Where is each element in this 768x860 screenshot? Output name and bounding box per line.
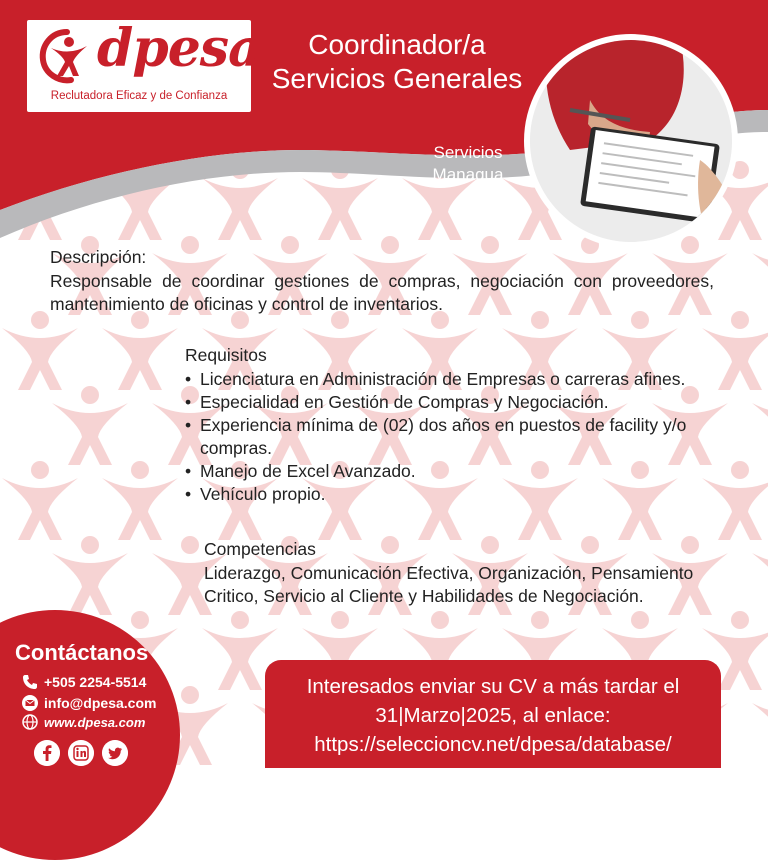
- cta-deadline: 31|Marzo|2025, al enlace:: [375, 704, 611, 727]
- watermark-figure: [102, 311, 178, 390]
- competencies-label: Competencias: [204, 539, 316, 559]
- contact-web[interactable]: [22, 714, 145, 730]
- cta-line1: Interesados enviar su CV a más tardar el: [306, 675, 680, 698]
- logo-tagline: Reclutadora Eficaz y de Confianza: [50, 90, 228, 102]
- contact-title: Contáctanos: [15, 640, 149, 665]
- requirements-list: [185, 368, 745, 506]
- twitter-icon[interactable]: [102, 740, 128, 766]
- watermark-figure: [752, 686, 768, 765]
- watermark-figure: [2, 311, 78, 390]
- job-location: Managua: [432, 165, 504, 184]
- office-photo-illustration: [530, 40, 732, 242]
- watermark-figure: [752, 536, 768, 615]
- watermark-figure: [102, 461, 178, 540]
- job-meta: [418, 142, 518, 186]
- job-title-line2: Servicios Generales: [271, 63, 523, 94]
- contact-phone[interactable]: [22, 674, 146, 690]
- requirements-label: Requisitos: [185, 345, 267, 365]
- facebook-icon[interactable]: [34, 740, 60, 766]
- requirement-item: • Licenciatura en Administración de Empresas o carreras afines.: [185, 368, 745, 391]
- email-icon: [22, 695, 38, 711]
- requirement-item: • Especialidad en Gestión de Compras y Negociación.: [185, 391, 745, 414]
- description-body: Responsable de coordinar gestiones de compras, negociación con proveedores, mantenimiento de oficinas y control de inventarios.: [50, 271, 714, 314]
- contact-email-text: info@dpesa.com: [44, 695, 157, 711]
- competencies-body: Liderazgo, Comunicación Efectiva, Organización, Pensamiento Critico, Servicio al Cliente y Habilidades de Negociación.: [204, 563, 694, 606]
- apply-call-to-action: [265, 660, 721, 768]
- handshake-document-photo: [524, 34, 738, 248]
- requirement-item: • Vehículo propio.: [185, 483, 745, 506]
- contact-phone-text: +505 2254-5514: [44, 674, 147, 690]
- apply-link[interactable]: https://seleccioncv.net/dpesa/database/: [314, 733, 672, 756]
- phone-icon: [22, 674, 38, 690]
- person-logo-icon: [37, 26, 97, 86]
- job-area: Servicios: [433, 143, 503, 162]
- job-title: [262, 28, 532, 96]
- watermark-figure: [52, 536, 128, 615]
- job-title-line1: Coordinador/a: [308, 29, 486, 60]
- watermark-figure: [52, 386, 128, 465]
- dpesa-logo[interactable]: [27, 18, 261, 112]
- requirement-item: • Manejo de Excel Avanzado.: [185, 460, 745, 483]
- globe-icon: [22, 714, 38, 730]
- description-label: Descripción:: [50, 247, 147, 267]
- contact-web-text: www.dpesa.com: [44, 714, 146, 730]
- requirement-item: • Experiencia mínima de (02) dos años en puestos de facility y/o compras.: [185, 414, 745, 460]
- watermark-figure: [2, 461, 78, 540]
- logo-wordmark: dpesa: [97, 18, 261, 79]
- contact-email[interactable]: [22, 695, 156, 711]
- linkedin-icon[interactable]: [68, 740, 94, 766]
- watermark-figure: [752, 386, 768, 465]
